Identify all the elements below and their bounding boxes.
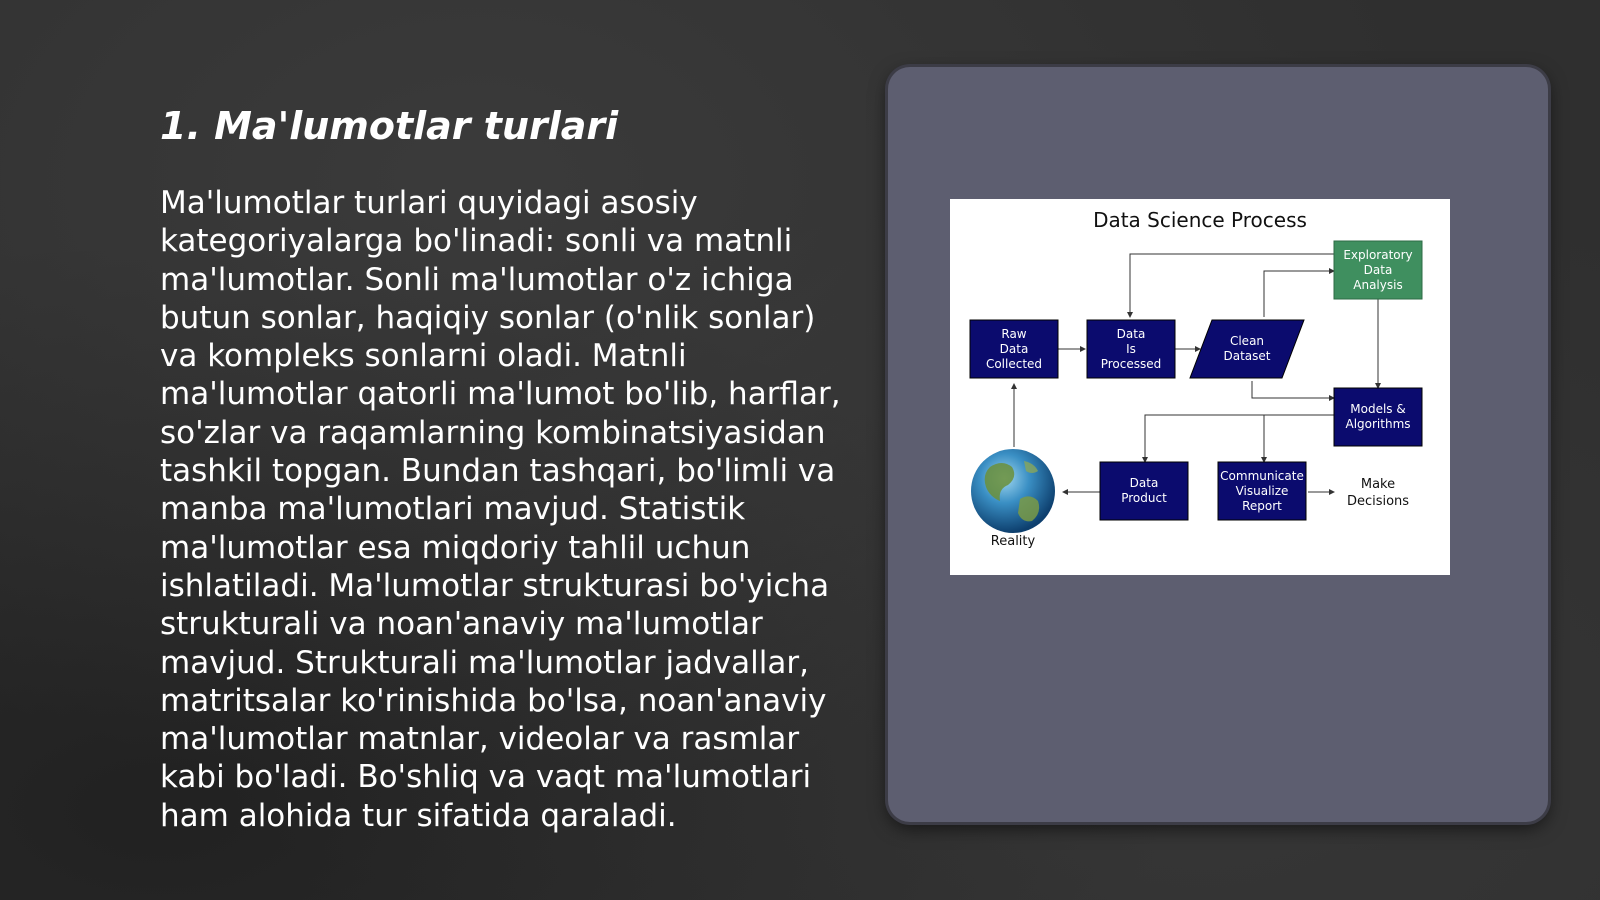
models-line-2: Algorithms xyxy=(1345,417,1411,431)
slide-title: 1. Ma'lumotlar turlari xyxy=(160,104,619,148)
clean-line-2: Dataset xyxy=(1223,349,1271,363)
processed-line-1: Data xyxy=(1116,327,1146,341)
communicate-box xyxy=(1218,462,1306,520)
eda-line-3: Analysis xyxy=(1353,278,1403,292)
communicate-line-1: Communicate xyxy=(1220,469,1304,483)
raw-data-collected-box xyxy=(970,320,1058,378)
communicate-line-2: Visualize xyxy=(1235,484,1289,498)
data-science-process-diagram xyxy=(950,199,1450,575)
data-processed-box xyxy=(1087,320,1175,378)
clean-line-1: Clean xyxy=(1229,334,1265,348)
eda-line-2: Data xyxy=(1363,263,1393,277)
data-product-box xyxy=(1100,462,1188,520)
product-line-2: Product xyxy=(1121,491,1167,505)
clean-dataset-shape xyxy=(1190,320,1304,378)
models-line-1: Models & xyxy=(1350,402,1406,416)
processed-line-2: Is xyxy=(1126,342,1136,356)
eda-line-1: Exploratory xyxy=(1343,248,1413,262)
processed-line-3: Processed xyxy=(1100,357,1162,371)
globe-icon xyxy=(971,449,1055,533)
raw-line-1: Raw xyxy=(1001,327,1027,341)
communicate-line-3: Report xyxy=(1242,499,1282,513)
make-decisions-line-2: Decisions xyxy=(1346,494,1410,509)
eda-box xyxy=(1334,241,1422,299)
raw-line-2: Data xyxy=(999,342,1029,356)
raw-line-3: Collected xyxy=(985,357,1043,371)
make-decisions-line-1: Make xyxy=(1360,477,1396,492)
reality-label: Reality xyxy=(990,534,1036,549)
models-algorithms-box xyxy=(1334,388,1422,446)
slide-body-text: Ma'lumotlar turlari quyidagi asosiy kategoriyalarga bo'linadi: sonli va matnli ma'lumotlar. Sonli ma'lumotlar o'z ichiga butun sonlar, haqiqiy sonlar (o'nlik sonlar) va kompleks sonlarni oladi. Matnli ma'lumotlar qatorli ma'lumot bo'lib, harflar, so'zlar va raqamlarning kombinatsiyasidan tashkil topgan. Bundan tashqari, bo'limli va manba ma'lumotlari mavjud. Statistik ma'lumotlar esa miqdoriy tahlil uchun ishlatiladi. Ma'lumotlar strukturasi bo'yicha strukturali va noan'anaviy ma'lumotlar mavjud. Strukturali ma'lumotlar jadvallar, matritsalar ko'rinishida bo'lsa, noan'anaviy ma'lumotlar matnlar, videolar va rasmlar kabi bo'ladi. Bo'shliq va vaqt ma'lumotlari ham alohida tur sifatida qaraladi. xyxy=(160,185,841,834)
product-line-1: Data xyxy=(1129,476,1159,490)
diagram-title: Data Science Process xyxy=(1093,208,1307,232)
